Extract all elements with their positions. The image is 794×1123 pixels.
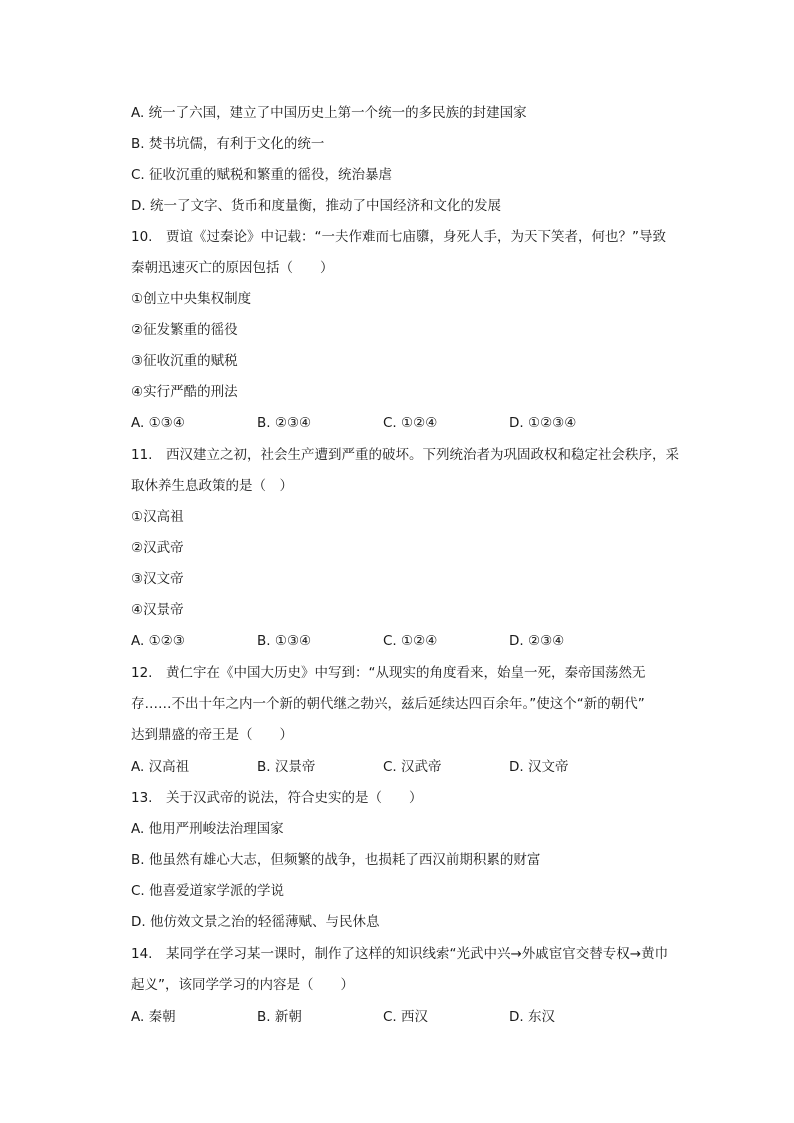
- q10-stem-line2: 秦朝迅速灭亡的原因包括（ ）: [131, 260, 334, 276]
- q11-option-c[interactable]: C. ①②④: [383, 633, 438, 649]
- q11-item-1: ①汉高祖: [131, 509, 184, 525]
- q10-option-d[interactable]: D. ①②③④: [509, 415, 577, 431]
- q12-options: [131, 757, 701, 777]
- q9-option-c: C. 征收沉重的赋税和繁重的徭役，统治暴虐: [131, 167, 393, 183]
- q11-option-a[interactable]: A. ①②③: [131, 633, 185, 649]
- q10-stem-line1: 10. 贾谊《过秦论》中记载：“一夫作难而七庙隳，身死人手，为天下笑者，何也？”导致: [131, 229, 666, 245]
- q9-option-b: B. 焚书坑儒，有利于文化的统一: [131, 136, 325, 152]
- q9-option-a: A. 统一了六国，建立了中国历史上第一个统一的多民族的封建国家: [131, 105, 527, 121]
- q14-stem-line2: 起义”，该同学学习的内容是（ ）: [131, 977, 354, 993]
- q12-stem-line1: 12. 黄仁宇在《中国大历史》中写到：“从现实的角度看来，始皇一死，秦帝国荡然无: [131, 665, 646, 681]
- q14-option-a[interactable]: A. 秦朝: [131, 1009, 176, 1025]
- q13-option-b[interactable]: B. 他虽然有雄心大志，但频繁的战争，也损耗了西汉前期积累的财富: [131, 852, 541, 868]
- q12-option-c[interactable]: C. 汉武帝: [383, 759, 442, 775]
- q10-item-3: ③征收沉重的赋税: [131, 353, 238, 369]
- q13-option-c[interactable]: C. 他喜爱道家学派的学说: [131, 883, 285, 899]
- q11-options: [131, 631, 701, 651]
- q11-option-d[interactable]: D. ②③④: [509, 633, 565, 649]
- q10-option-a[interactable]: A. ①③④: [131, 415, 185, 431]
- q11-item-2: ②汉武帝: [131, 540, 184, 556]
- q10-option-b[interactable]: B. ②③④: [257, 415, 312, 431]
- q13-option-d[interactable]: D. 他仿效文景之治的轻徭薄赋、与民休息: [131, 914, 380, 930]
- q10-item-1: ①创立中央集权制度: [131, 291, 252, 307]
- q10-item-2: ②征发繁重的徭役: [131, 322, 238, 338]
- q14-option-d[interactable]: D. 东汉: [509, 1009, 555, 1025]
- q10-item-4: ④实行严酷的刑法: [131, 384, 238, 400]
- q10-options: [131, 413, 701, 433]
- q11-item-4: ④汉景帝: [131, 602, 184, 618]
- q12-option-a[interactable]: A. 汉高祖: [131, 759, 190, 775]
- q12-stem-line3: 达到鼎盛的帝王是（ ）: [131, 727, 293, 743]
- q14-option-b[interactable]: B. 新朝: [257, 1009, 302, 1025]
- q12-option-b[interactable]: B. 汉景帝: [257, 759, 316, 775]
- q12-option-d[interactable]: D. 汉文帝: [509, 759, 569, 775]
- q13-option-a[interactable]: A. 他用严刑峻法治理国家: [131, 821, 284, 837]
- q14-stem-line1: 14. 某同学在学习某一课时，制作了这样的知识线索“光武中兴→外戚宦官交替专权→黄巾: [131, 946, 669, 962]
- q11-item-3: ③汉文帝: [131, 571, 184, 587]
- q14-option-c[interactable]: C. 西汉: [383, 1009, 429, 1025]
- q11-option-b[interactable]: B. ①③④: [257, 633, 312, 649]
- q10-option-c[interactable]: C. ①②④: [383, 415, 438, 431]
- q11-stem-line1: 11. 西汉建立之初，社会生产遭到严重的破坏。下列统治者为巩固政权和稳定社会秩序，采: [131, 447, 679, 463]
- q11-stem-line2: 取休养生息政策的是（ ）: [131, 478, 293, 494]
- q14-options: [131, 1007, 701, 1027]
- q9-option-d: D. 统一了文字、货币和度量衡，推动了中国经济和文化的发展: [131, 198, 501, 214]
- q13-stem: 13. 关于汉武帝的说法，符合史实的是（ ）: [131, 790, 423, 806]
- q12-stem-line2: 存……不出十年之内一个新的朝代继之勃兴，兹后延续达四百余年。”使这个“新的朝代”: [131, 696, 645, 712]
